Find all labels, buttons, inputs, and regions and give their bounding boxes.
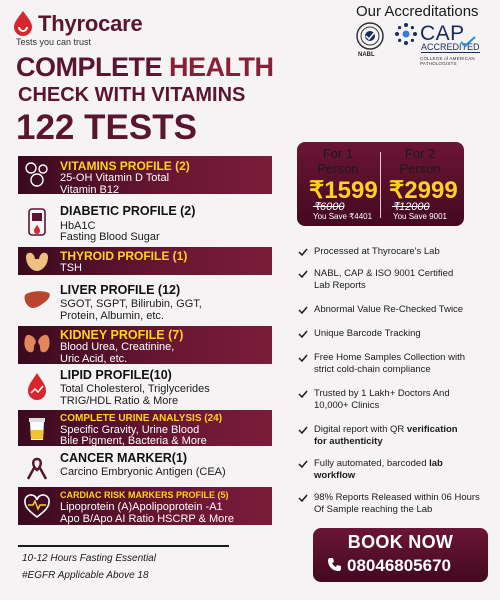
profile-title: THYROID PROFILE (1)	[60, 249, 188, 263]
profile-desc-1: Total Cholesterol, Triglycerides	[60, 383, 210, 395]
thyrocare-logo-icon	[12, 10, 34, 36]
price-2-person-original: ₹12000	[392, 201, 430, 213]
checkmark-icon	[460, 36, 476, 48]
pricing-divider	[380, 152, 381, 218]
urine-cup-icon	[22, 414, 52, 444]
vitamin-capsules-icon	[22, 160, 52, 190]
price-1-person-savings: You Save ₹4401	[313, 212, 373, 221]
cap-accredited-label: ACCREDITED	[421, 42, 480, 52]
feature-item	[298, 328, 494, 342]
feature-text-regular: Digital report with QR	[314, 424, 407, 435]
feature-text: Unique Barcode Tracking	[314, 328, 421, 339]
profile-cardiac	[18, 487, 272, 525]
profile-desc-2: Vitamin B12	[60, 184, 120, 196]
profile-title: LIPID PROFILE(10)	[60, 368, 172, 382]
profile-title: LIVER PROFILE (12)	[60, 283, 181, 297]
profile-desc-2: Fasting Blood Sugar	[60, 231, 160, 243]
feature-text: Processed at Thyrocare's Lab	[314, 246, 440, 257]
cancer-ribbon-icon	[22, 455, 52, 481]
profile-title: VITAMINS PROFILE (2)	[60, 159, 190, 173]
checkmark-icon	[298, 426, 308, 434]
headline-tests-count: 122 TESTS	[16, 108, 197, 147]
profile-desc-1: SGOT, SGPT, Bilirubin, GGT,	[60, 298, 202, 310]
checkmark-icon	[298, 494, 308, 502]
feature-item	[298, 352, 494, 378]
price-1-person-head-2: Person	[317, 161, 359, 176]
profile-desc-1: Blood Urea, Creatinine,	[60, 341, 175, 353]
profile-title: DIABETIC PROFILE (2)	[60, 204, 196, 218]
feature-text: Abnormal Value Re-Checked Twice	[314, 304, 464, 315]
glucometer-icon	[22, 207, 52, 237]
feature-item	[298, 388, 494, 414]
checkmark-icon	[298, 248, 308, 256]
brand-tagline: Tests you can trust	[16, 37, 92, 47]
feature-text: 98% Reports Released within 06 Hours Of Sample reaching the Lab	[314, 492, 480, 515]
price-2-person-head-1: For 2	[404, 146, 436, 161]
feature-text	[314, 424, 464, 447]
profile-desc-2: Apo B/Apo AI Ratio HSCRP & More	[60, 513, 235, 525]
feature-item	[298, 304, 494, 318]
profile-liver	[18, 282, 272, 324]
profile-title: KIDNEY PROFILE (7)	[60, 328, 184, 342]
profile-desc-1: HbA1C	[60, 220, 96, 232]
profile-cancer	[18, 451, 272, 483]
profile-desc-2: Protein, Albumin, etc.	[60, 310, 164, 322]
price-2-person-head-2: Person	[399, 161, 441, 176]
headline-complete: COMPLETE	[16, 52, 170, 82]
heart-icon	[22, 491, 52, 521]
price-2-person-savings: You Save 9001	[393, 212, 447, 221]
price-2-person: ₹2999	[389, 177, 458, 204]
feature-text	[314, 458, 454, 481]
checkmark-icon	[298, 330, 308, 338]
liver-icon	[22, 286, 52, 316]
profile-desc-1: TSH	[60, 262, 82, 274]
profile-diabetic	[18, 203, 272, 241]
price-1-person-head-1: For 1	[322, 146, 354, 161]
nabl-label: NABL	[358, 52, 375, 58]
checkmark-icon	[298, 354, 308, 362]
footer-divider	[18, 545, 229, 547]
profile-vitamins	[18, 156, 272, 194]
blood-drop-icon	[22, 371, 52, 401]
cap-logo-icon	[394, 22, 418, 46]
accreditations-title: Our Accreditations	[356, 3, 479, 20]
feature-text-regular: Fully automated, barcoded	[314, 458, 430, 469]
profile-desc-1: Specific Gravity, Urine Blood	[60, 424, 200, 436]
profile-title: COMPLETE URINE ANALYSIS (24)	[60, 413, 223, 424]
feature-item	[298, 246, 494, 260]
profile-desc-2: TRIG/HDL Ratio & More	[60, 395, 179, 407]
headline-health: HEALTH	[169, 52, 274, 82]
profile-desc-2: Uric Acid, etc.	[60, 353, 128, 365]
profile-desc-1: 25-OH Vitamin D Total	[60, 172, 170, 184]
checkmark-icon	[298, 460, 308, 468]
fasting-note: 10-12 Hours Fasting Essential	[22, 553, 156, 564]
profile-urine	[18, 410, 272, 446]
feature-item	[298, 268, 494, 294]
price-1-person-original: ₹6000	[313, 201, 345, 213]
book-now-label: BOOK NOW	[347, 532, 454, 552]
feature-item	[298, 424, 494, 450]
checkmark-icon	[298, 270, 308, 278]
brand-name: Thyrocare	[38, 11, 143, 36]
profile-kidney	[18, 326, 272, 364]
thyroid-icon	[22, 249, 52, 273]
profile-title: CANCER MARKER(1)	[60, 451, 188, 465]
profile-desc-1: Lipoprotein (A)Apolipoprotein -A1	[60, 501, 223, 513]
book-now-button[interactable]	[313, 528, 488, 582]
profile-desc-2: Bile Pigment, Bacteria & More	[60, 435, 207, 447]
feature-text: NABL, CAP & ISO 9001 Certified Lab Reports	[314, 268, 454, 291]
feature-item	[298, 492, 494, 518]
headline-line1	[16, 52, 274, 83]
profile-thyroid	[18, 247, 272, 275]
feature-text-bold: lab workflow	[314, 458, 443, 481]
price-1-person: ₹1599	[309, 177, 378, 204]
egfr-note: #EGFR Applicable Above 18	[22, 570, 149, 581]
checkmark-icon	[298, 306, 308, 314]
profile-lipid	[18, 367, 272, 409]
cap-name: CAP	[420, 22, 465, 45]
headline-line2: CHECK WITH VITAMINS	[18, 84, 246, 106]
profile-title: CARDIAC RISK MARKERS PROFILE (5)	[60, 490, 229, 500]
feature-text-bold: verification for authenticity	[314, 424, 458, 447]
kidney-icon	[22, 330, 52, 360]
phone-number: 08046805670	[347, 556, 452, 575]
profile-desc-1: Carcino Embryonic Antigen (CEA)	[60, 466, 226, 478]
cap-college-label: COLLEGE of AMERICAN PATHOLOGISTS	[420, 56, 475, 66]
feature-text: Free Home Samples Collection with strict cold-chain compliance	[314, 352, 466, 375]
phone-icon	[327, 557, 343, 573]
checkmark-icon	[298, 390, 308, 398]
feature-text: Trusted by 1 Lakh+ Doctors And 10,000+ Clinics	[314, 388, 450, 411]
feature-item	[298, 458, 494, 484]
